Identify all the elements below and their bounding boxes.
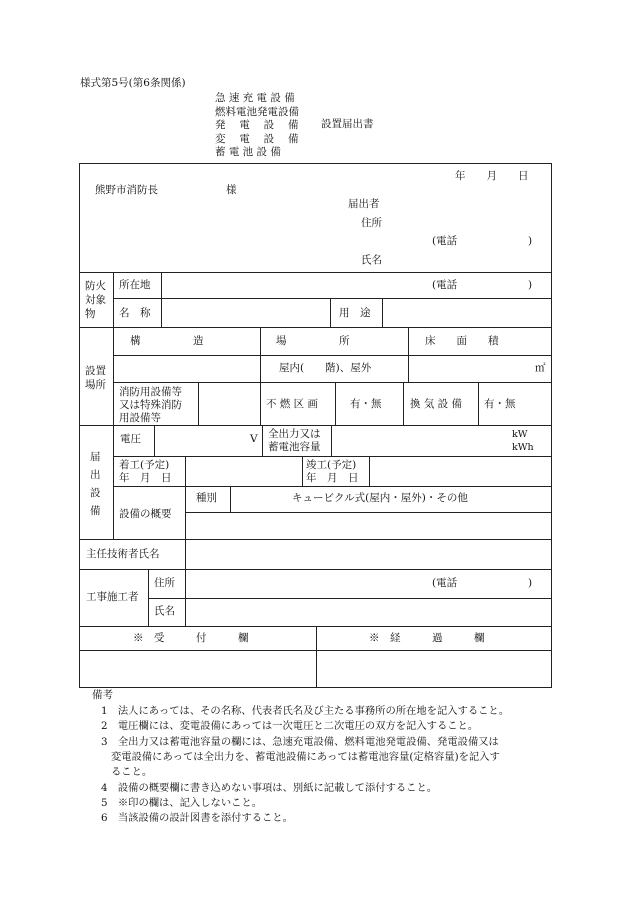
contractor-phone-close: ) [528, 577, 533, 589]
divider [154, 425, 155, 456]
honorific: 様 [226, 184, 237, 196]
output-label-line: 蓄電池容量 [268, 441, 321, 453]
divider [198, 382, 199, 425]
divider [79, 425, 551, 426]
border-right [551, 163, 552, 688]
structure-label: 構 造 [130, 335, 204, 347]
divider [161, 272, 162, 327]
type-label: 種別 [196, 492, 217, 504]
notifier-label: 届出者 [348, 198, 380, 210]
divider [330, 298, 331, 327]
divider [79, 650, 551, 651]
location-label: 所在地 [119, 279, 151, 291]
divider [260, 327, 261, 382]
voltage-unit: V [250, 433, 258, 445]
note-line: 3 全出力又は蓄電池容量の欄には、急速充電設備、燃料電池発電設備、発電設備又は [101, 736, 499, 748]
reception-label: ※ 受 付 欄 [133, 632, 249, 644]
output-unit-kw: kW [512, 429, 528, 440]
completion-date-label-line: 竣工(予定) [306, 459, 357, 471]
divider [382, 298, 383, 327]
area-unit: ㎡ [535, 362, 546, 374]
start-date-label-line: 着工(予定) [119, 459, 170, 471]
equipment-label-line: 出 [90, 469, 101, 481]
divider [113, 456, 551, 457]
note-line: 2 電圧欄には、変電設備にあっては一次電圧と二次電圧の双方を記入すること。 [101, 720, 479, 732]
title-item: 急 速 充 電 設 備 [215, 92, 295, 104]
install-place-label-line: 場所 [85, 379, 106, 391]
divider [113, 355, 551, 356]
divider [262, 425, 263, 456]
completion-date-label [306, 459, 359, 485]
install-place-label [85, 364, 106, 392]
equipment-label-line: 設 [90, 487, 101, 499]
equipment-label [90, 448, 101, 520]
indoor-outdoor-field[interactable]: 屋内( 階)、屋外 [279, 362, 372, 374]
notifier-phone-label: (電話 [432, 235, 458, 247]
location-phone-label: (電話 [432, 279, 458, 291]
contractor-address-label: 住所 [154, 577, 175, 589]
divider [403, 382, 404, 425]
use-label: 用 途 [339, 307, 371, 319]
ventilation-choice[interactable]: 有・無 [484, 398, 516, 410]
note-line: 4 設備の概要欄に書き込めない事項は、別紙に記載して添付すること。 [101, 782, 438, 794]
divider [79, 626, 551, 627]
overview-label: 設備の概要 [119, 508, 172, 520]
note-line: 1 法人にあっては、その名称、代表者氏名及び主たる事務所の所在地を記入すること。 [101, 705, 510, 717]
divider [113, 382, 551, 383]
output-label [268, 428, 321, 454]
border-top [79, 163, 551, 164]
divider [185, 456, 186, 486]
fire-object-label-line: 物 [85, 308, 96, 320]
divider [79, 569, 551, 570]
voltage-label: 電圧 [120, 433, 141, 445]
install-place-label-line: 設置 [85, 365, 106, 377]
equipment-label-line: 届 [90, 451, 101, 463]
fire-object-label-line: 対象 [85, 294, 106, 306]
output-units [512, 428, 534, 454]
divider [148, 598, 551, 599]
divider [316, 626, 317, 687]
fire-object-label-line: 防火 [85, 280, 106, 292]
divider [113, 486, 551, 487]
note-line: 変電設備にあっては全出力を、蓄電池設備にあっては蓄電池容量(定格容量)を記入す [111, 751, 500, 763]
output-unit-kwh: kWh [512, 442, 534, 453]
title-item: 発 電 設 備 [215, 119, 299, 131]
divider [79, 272, 551, 273]
equipment-label-line: 備 [90, 505, 101, 517]
fire-object-label [85, 279, 106, 321]
title-suffix: 設置届出書 [321, 118, 374, 130]
start-date-label-line: 年 月 日 [119, 472, 172, 484]
fire-equipment-label [119, 386, 182, 425]
divider [230, 486, 231, 512]
notifier-phone-close: ) [528, 235, 533, 247]
divider [185, 569, 186, 626]
note-line: 6 当該設備の設計図書を添付すること。 [101, 812, 293, 824]
title-item: 変 電 設 備 [215, 132, 299, 145]
form-id: 様式第5号(第6条関係) [80, 77, 186, 89]
title-item: 燃料電池発電設備 [215, 105, 299, 118]
divider [408, 327, 409, 382]
start-date-label [119, 459, 172, 485]
contractor-label: 工事施工者 [86, 591, 139, 603]
completion-date-label-line: 年 月 日 [306, 472, 359, 484]
location-phone-close: ) [528, 279, 533, 291]
fire-equipment-label-line: 又は特殊消防 [119, 399, 182, 411]
title-item: 蓄 電 池 設 備 [215, 146, 281, 158]
divider [113, 272, 114, 539]
floor-area-label: 床 面 積 [425, 335, 499, 347]
divider [148, 569, 149, 626]
notes-list [101, 706, 561, 836]
chief-engineer-label: 主任技術者氏名 [86, 548, 160, 560]
note-line: 5 ※印の欄は、記入しないこと。 [101, 797, 263, 809]
divider [79, 327, 551, 328]
divider [185, 512, 551, 513]
ventilation-label: 換 気 設 備 [410, 398, 463, 410]
output-label-line: 全出力又は [268, 428, 321, 440]
object-name-label: 名 称 [119, 307, 151, 319]
notes-heading: 備考 [92, 689, 113, 701]
place-label: 場 所 [276, 335, 350, 347]
date-field[interactable]: 年 月 日 [455, 170, 529, 182]
divider [185, 486, 186, 539]
contractor-phone-label: (電話 [432, 577, 458, 589]
notifier-name-label: 氏名 [361, 254, 382, 266]
notifier-address-label: 住所 [361, 217, 382, 229]
noncombustible-choice[interactable]: 有・無 [350, 398, 382, 410]
divider [302, 456, 303, 486]
divider [185, 539, 186, 569]
contractor-name-label: 氏名 [154, 605, 175, 617]
border-bottom [79, 687, 551, 688]
type-choice[interactable]: キュービクル式(屋内・屋外)・その他 [292, 492, 468, 504]
divider [369, 456, 370, 486]
divider [113, 298, 551, 299]
title-block [215, 92, 299, 160]
progress-label: ※ 経 過 欄 [369, 632, 485, 644]
divider [478, 382, 479, 425]
addressee: 熊野市消防長 [95, 184, 158, 196]
divider [79, 539, 551, 540]
note-line: ること。 [111, 766, 153, 778]
divider [331, 425, 332, 456]
fire-equipment-label-line: 用設備等 [119, 412, 161, 424]
fire-equipment-label-line: 消防用設備等 [119, 386, 182, 398]
divider [335, 382, 336, 425]
noncombustible-label: 不 燃 区 画 [266, 398, 319, 410]
divider [260, 382, 261, 425]
